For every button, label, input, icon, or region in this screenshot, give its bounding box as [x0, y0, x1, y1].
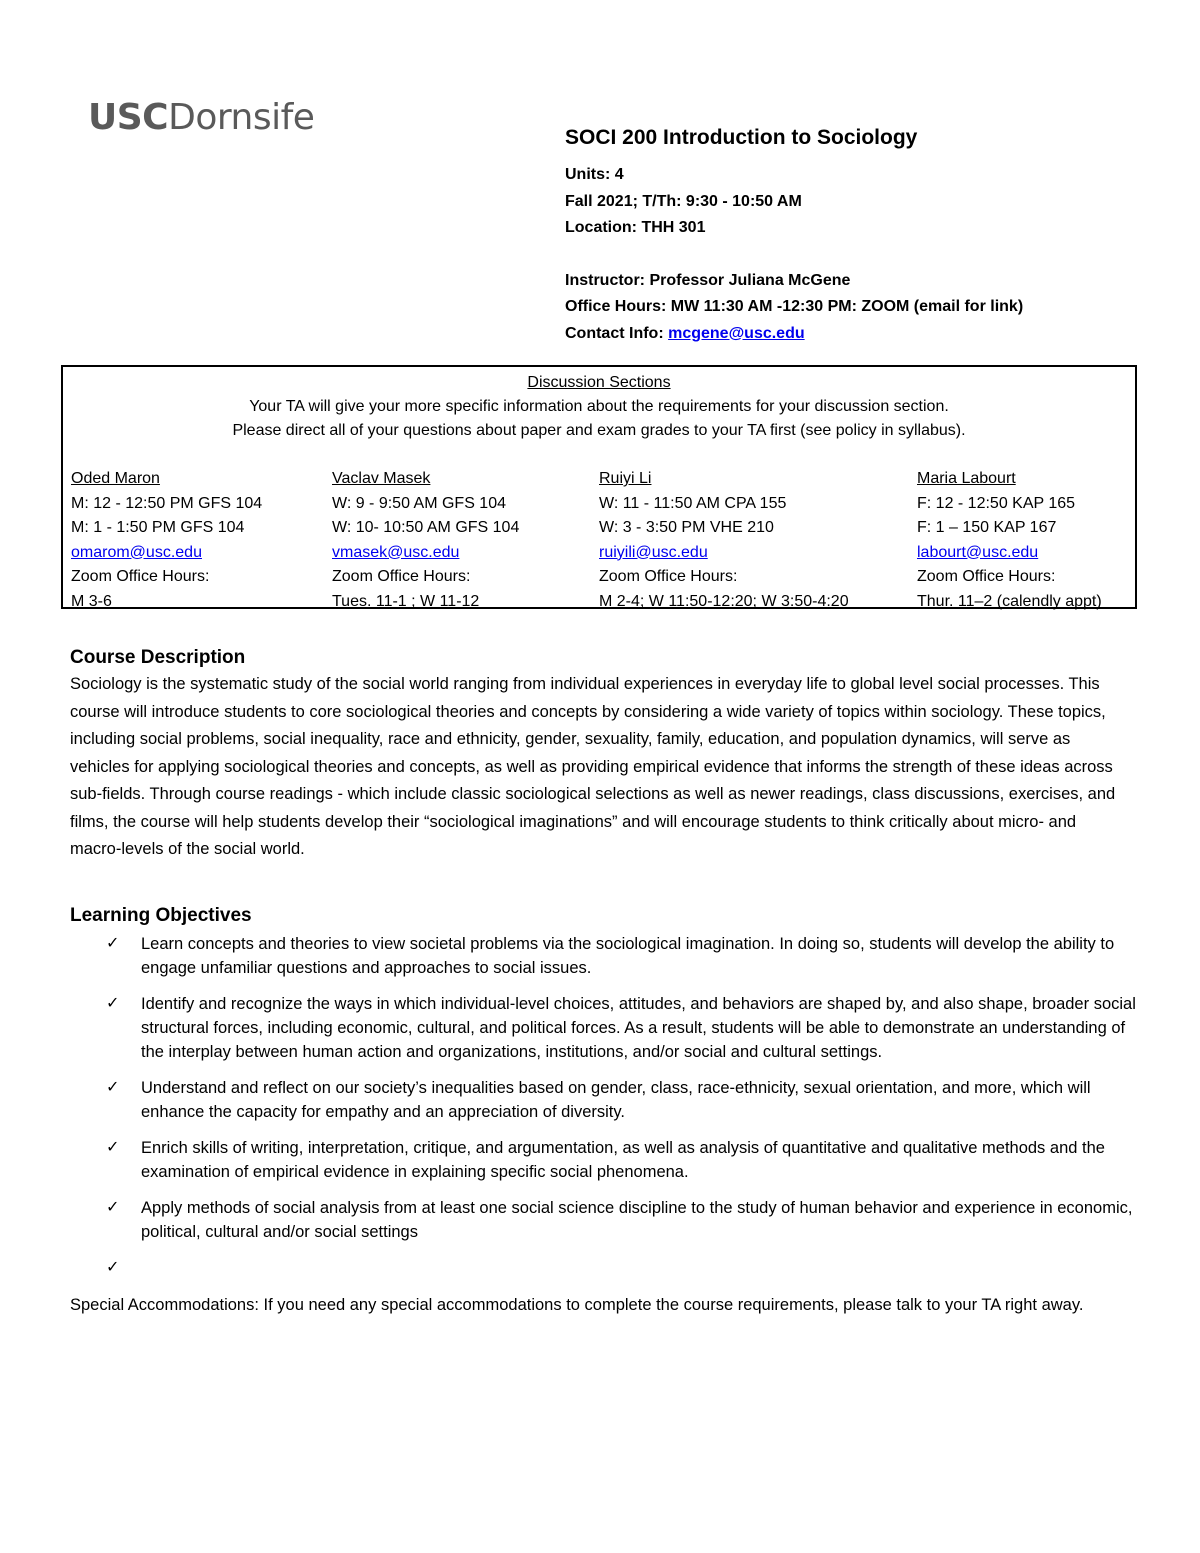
discussion-heading: Discussion Sections: [527, 374, 671, 391]
ta-column: [599, 467, 849, 614]
ta-section: M: 12 - 12:50 PM GFS 104: [71, 494, 263, 512]
ta-section: F: 12 - 12:50 KAP 165: [917, 494, 1076, 512]
objective-item: [70, 1196, 1140, 1244]
ta-hours: Tues. 11-1 ; W 11-12: [332, 592, 480, 610]
objective-item: [70, 932, 1140, 980]
objective-item: [70, 1136, 1140, 1184]
discussion-line-1: Your TA will give your more specific information about the requirements for your discussion section.: [249, 398, 949, 415]
checkmark-icon: ✓: [106, 1259, 120, 1276]
objective-text: Learn concepts and theories to view societal problems via the sociological imagination. In doing so, students will develop the ability to engage unfamiliar questions and approaches to social issues.: [141, 935, 1115, 977]
contact-info: [565, 321, 1165, 348]
checkmark-icon: ✓: [106, 1139, 120, 1156]
instructor-email-link[interactable]: mcgene@usc.edu: [668, 324, 805, 342]
course-description-heading: Course Description: [70, 647, 246, 668]
course-units: Units: 4: [565, 166, 624, 183]
objective-item-empty: [70, 1256, 1140, 1280]
usc-dornsife-logo: [88, 97, 315, 138]
ta-email-link[interactable]: vmasek@usc.edu: [332, 543, 460, 561]
objective-item: [70, 1076, 1140, 1124]
ta-hours: M 2-4; W 11:50-12:20; W 3:50-4:20: [599, 592, 849, 610]
ta-name: Maria Labourt: [917, 470, 1016, 487]
spacer: [565, 242, 1165, 268]
accommodations-text: If you need any special accommodations to complete the course requirements, please talk to your TA right away.: [258, 1296, 1084, 1314]
ta-column: [917, 467, 1102, 614]
checkmark-icon: ✓: [106, 1079, 120, 1096]
learning-objectives-list: [70, 932, 1140, 1280]
instructor: Instructor: Professor Juliana McGene: [565, 271, 851, 289]
ta-section: F: 1 – 150 KAP 167: [917, 519, 1057, 536]
checkmark-icon: ✓: [106, 935, 120, 952]
objective-text: Enrich skills of writing, interpretation, critique, and argumentation, as well as analysis of quantitative and qualitative methods and the examination of empirical evidence in explaining specific social phenomena.: [141, 1139, 1105, 1181]
discussion-sections-box: [61, 365, 1137, 609]
course-location: Location: THH 301: [565, 219, 706, 236]
ta-section: W: 11 - 11:50 AM CPA 155: [599, 494, 787, 512]
course-term: Fall 2021; T/Th: 9:30 - 10:50 AM: [565, 192, 802, 210]
objective-item: [70, 992, 1140, 1064]
ta-name: Ruiyi Li: [599, 470, 652, 487]
ta-zoom-label: Zoom Office Hours:: [917, 568, 1056, 585]
course-description-text: Sociology is the systematic study of the social world ranging from individual experiences in everyday life to global level social processes. This course will introduce students to core sociological theories and concepts by considering a wide variety of topics within sociology. These topics, including social problems, social inequality, race and ethnicity, gender, sexuality, family, education, and population dynamics, will serve as vehicles for applying sociological theories and concepts, as well as providing empirical evidence that informs the strength of these ideas across sub-fields. Through course readings - which include classic sociological selections as well as newer readings, class discussions, exercises, and films, the course will help students develop their “sociological imaginations” and will encourage students to think critically about micro- and macro-levels of the social world.: [70, 675, 1116, 858]
ta-hours: M 3-6: [71, 592, 112, 610]
ta-zoom-label: Zoom Office Hours:: [332, 568, 471, 585]
discussion-line-2: Please direct all of your questions about paper and exam grades to your TA first (see policy in syllabus).: [232, 422, 966, 439]
ta-email-link[interactable]: labourt@usc.edu: [917, 543, 1039, 561]
objective-text: Understand and reflect on our society’s inequalities based on gender, class, race-ethnicity, sexual orientation, and more, which will enhance the capacity for empathy and an appreciation of diversity.: [141, 1079, 1091, 1121]
learning-objectives-heading: Learning Objectives: [70, 905, 252, 926]
ta-section: M: 1 - 1:50 PM GFS 104: [71, 519, 245, 536]
ta-zoom-label: Zoom Office Hours:: [71, 568, 210, 585]
accommodations-label: Special Accommodations:: [70, 1296, 259, 1314]
ta-email-link[interactable]: omarom@usc.edu: [71, 543, 202, 561]
discussion-heading-block: [63, 371, 1135, 443]
checkmark-icon: ✓: [106, 995, 120, 1012]
ta-column: [71, 467, 262, 614]
objective-text: Identify and recognize the ways in which individual-level choices, attitudes, and behaviors are shaped by, and also shape, broader social structural forces, including economic, cultural, and political forces. As a result, students will be able to demonstrate an understanding of the interplay between human action and organizations, institutions, and/or social and cultural settings.: [141, 995, 1136, 1061]
checkmark-icon: ✓: [106, 1199, 120, 1216]
ta-section: W: 3 - 3:50 PM VHE 210: [599, 519, 774, 536]
objective-text: Apply methods of social analysis from at least one social science discipline to the study of human behavior and experience in economic, political, cultural and/or social settings: [141, 1199, 1133, 1241]
ta-section: W: 10- 10:50 AM GFS 104: [332, 519, 520, 536]
ta-column: [332, 467, 519, 614]
office-hours: Office Hours: MW 11:30 AM -12:30 PM: ZOOM (email for link): [565, 298, 1024, 315]
logo-usc: USC: [88, 97, 169, 138]
ta-zoom-label: Zoom Office Hours:: [599, 568, 738, 585]
ta-hours: Thur. 11–2 (calendly appt): [917, 592, 1102, 610]
course-title: SOCI 200 Introduction to Sociology: [565, 126, 918, 149]
ta-name: Vaclav Masek: [332, 470, 431, 487]
special-accommodations: [70, 1293, 1130, 1319]
logo-dornsife: Dornsife: [168, 97, 315, 138]
ta-name: Oded Maron: [71, 470, 160, 487]
course-header: [565, 124, 1165, 347]
ta-section: W: 9 - 9:50 AM GFS 104: [332, 494, 506, 512]
ta-email-link[interactable]: ruiyili@usc.edu: [599, 543, 708, 561]
contact-label: Contact Info:: [565, 324, 669, 342]
